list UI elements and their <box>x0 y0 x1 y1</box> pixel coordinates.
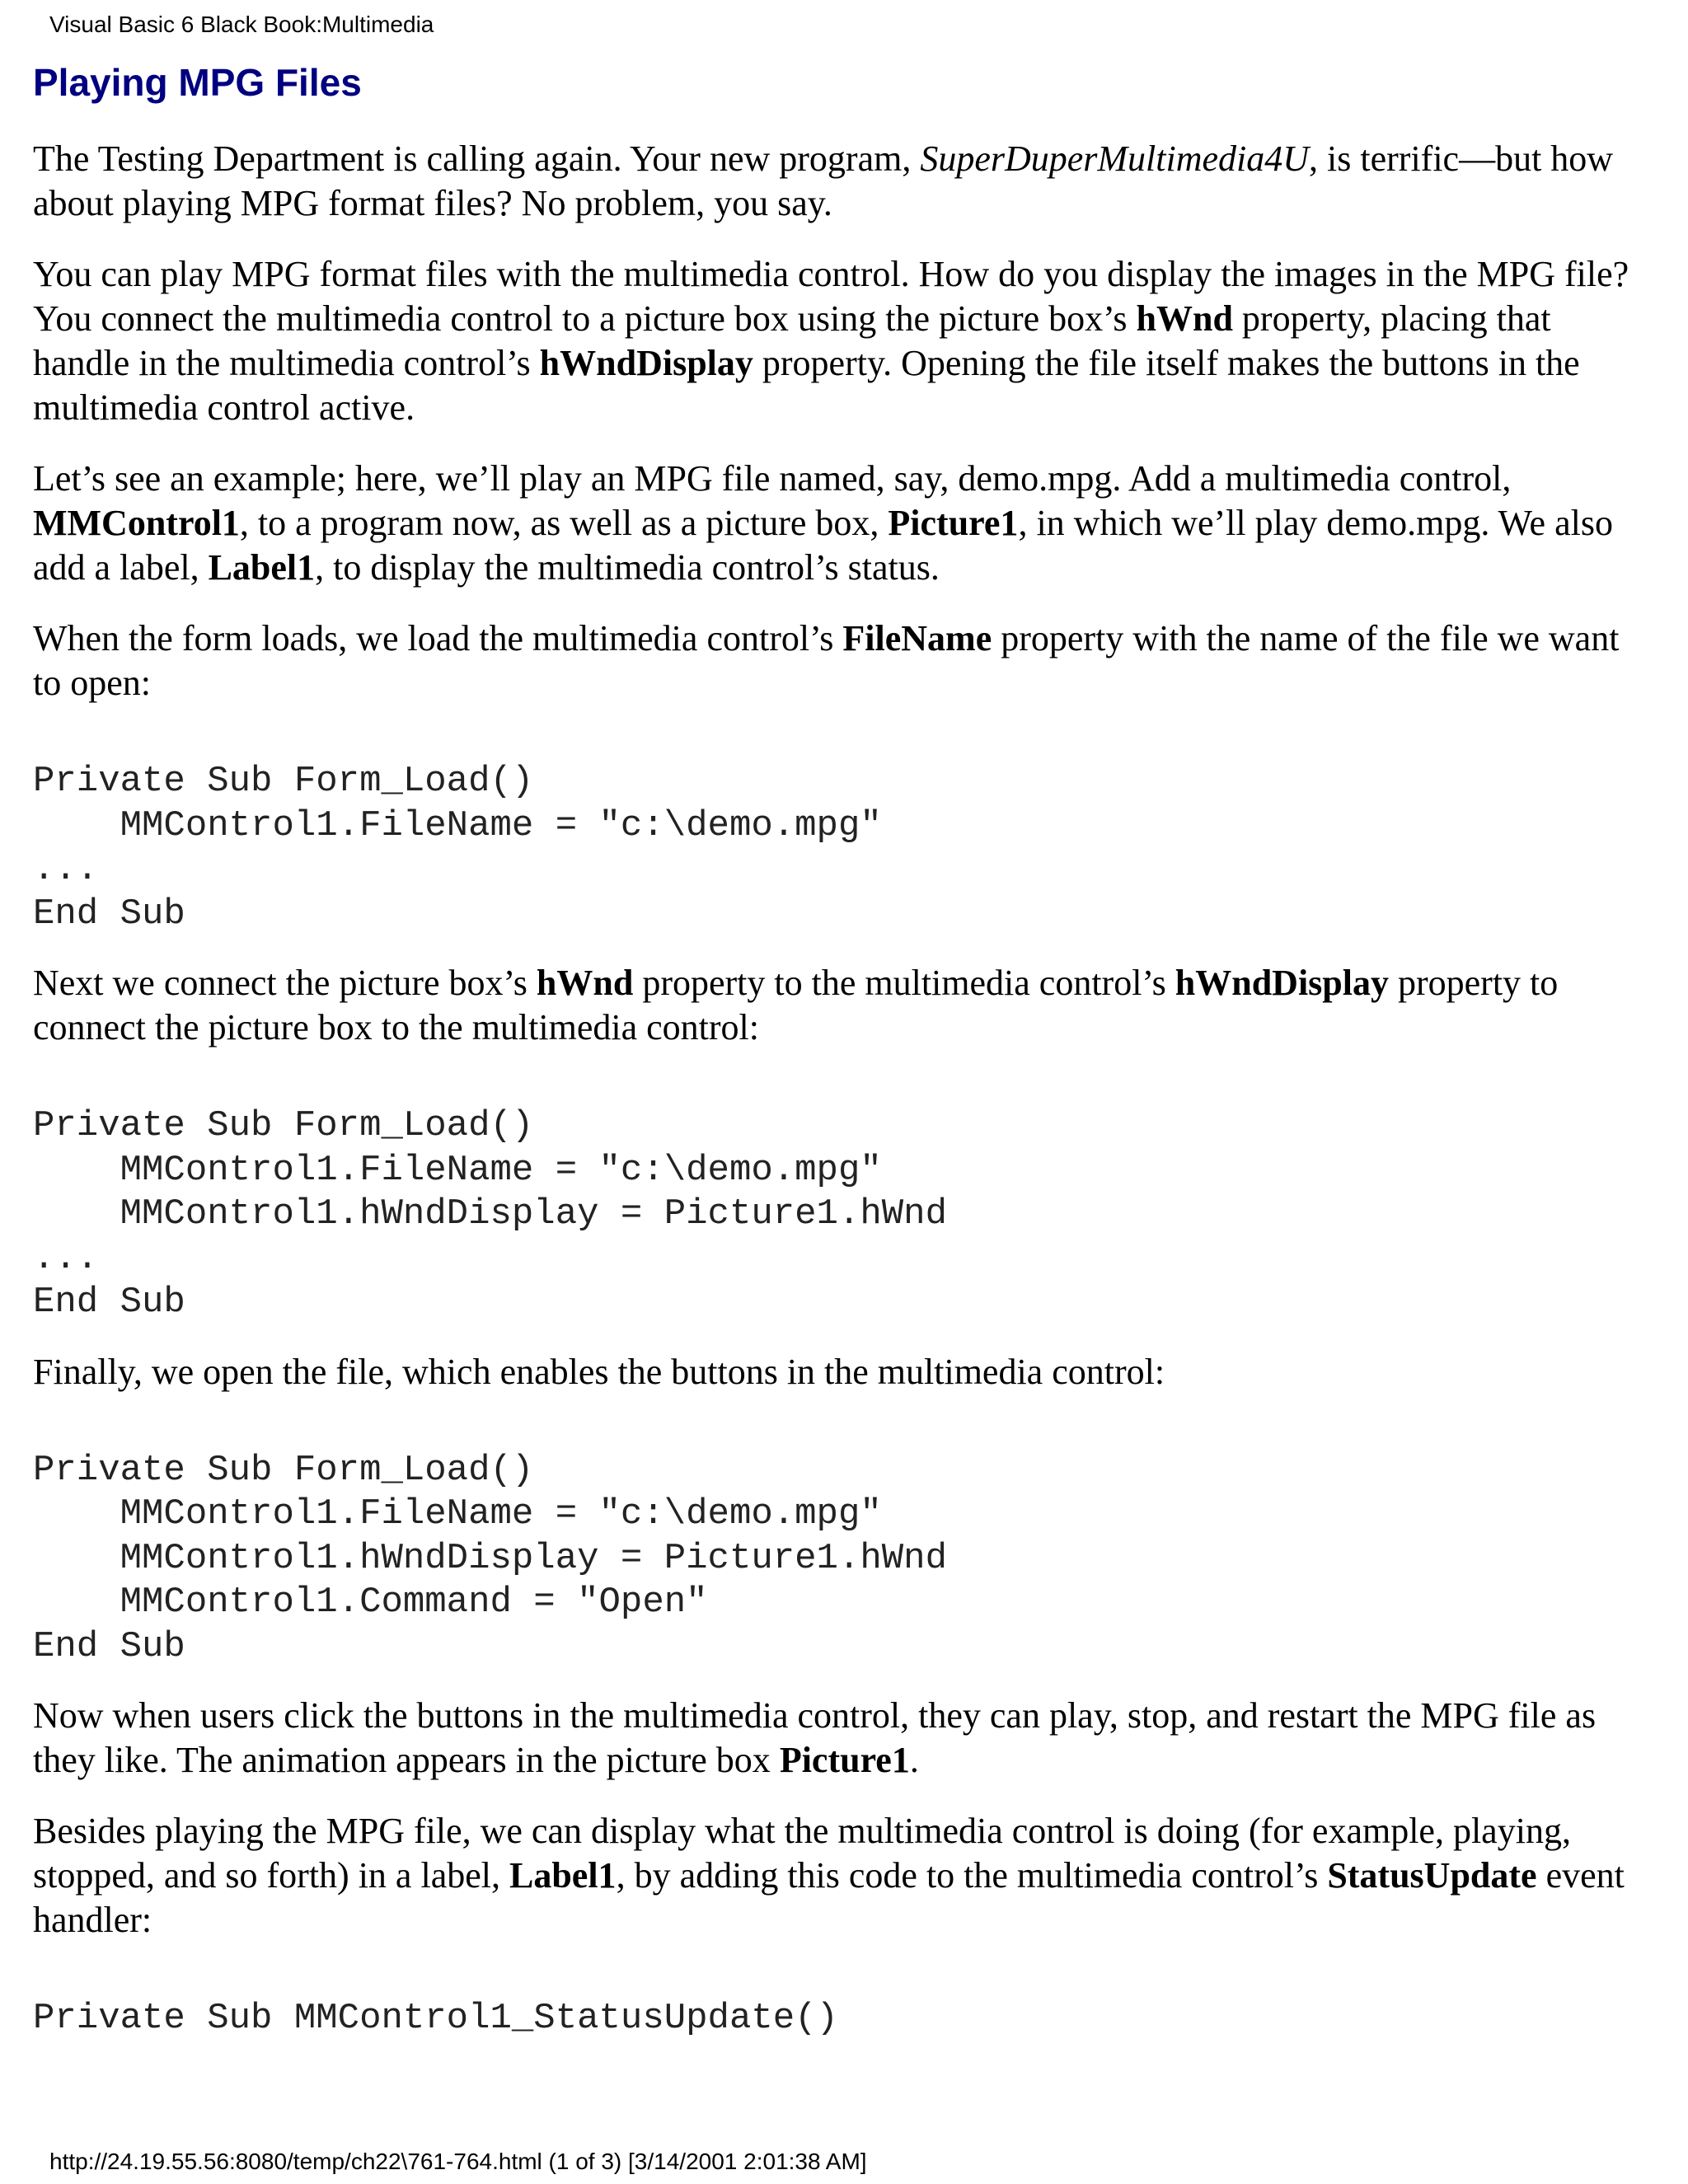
mpg-explanation-paragraph: You can play MPG format files with the multimedia control. How do you display the images in the MPG file? You connect the multimedia control to a picture box using the picture box’s hWnd property, placing that handle in the multimedia control’s hWndDisplay property. Opening the file itself makes the buttons in the multimedia control active. <box>33 254 1629 428</box>
program-name: SuperDuperMultimedia4U <box>920 138 1310 179</box>
page-footer-url: http://24.19.55.56:8080/temp/ch22\761-764.html (1 of 3) [3/14/2001 2:01:38 AM] <box>49 2149 867 2174</box>
code-block-status-update: Private Sub MMControl1_StatusUpdate() <box>33 1998 838 2039</box>
document-body <box>33 58 1655 2066</box>
example-setup-paragraph: Let’s see an example; here, we’ll play an MPG file named, say, demo.mpg. Add a multimedia control, MMControl1, to a program now, as well as a picture box, Picture1, in which we’ll play demo.mpg. We also add a label, Label1, to display the multimedia control’s status. <box>33 458 1613 588</box>
intro-paragraph: The Testing Department is calling again. Your new program, SuperDuperMultimedia4U, is terrific—but how about playing MPG format files? No problem, you say. <box>33 138 1614 223</box>
open-file-paragraph: Finally, we open the file, which enables the buttons in the multimedia control: <box>33 1351 1165 1392</box>
section-title: Playing MPG Files <box>33 61 362 104</box>
code-block-filename: Private Sub Form_Load() MMControl1.FileName = "c:\demo.mpg" ... End Sub <box>33 761 882 935</box>
code-block-hwnd-display: Private Sub Form_Load() MMControl1.FileName = "c:\demo.mpg" MMControl1.hWndDisplay = Picture1.hWnd ... End Sub <box>33 1105 947 1323</box>
playback-paragraph: Now when users click the buttons in the multimedia control, they can play, stop, and restart the MPG file as they like. The animation appears in the picture box Picture1. <box>33 1695 1597 1780</box>
page-header: Visual Basic 6 Black Book:Multimedia <box>49 12 434 37</box>
code-block-open-command: Private Sub Form_Load() MMControl1.FileName = "c:\demo.mpg" MMControl1.hWndDisplay = Picture1.hWnd MMControl1.Command = "Open" End Sub <box>33 1449 947 1667</box>
form-load-paragraph: When the form loads, we load the multimedia control’s FileName property with the name of the file we want to open: <box>33 618 1620 703</box>
connect-picture-paragraph: Next we connect the picture box’s hWnd property to the multimedia control’s hWndDisplay property to connect the picture box to the multimedia control: <box>33 963 1559 1047</box>
status-update-paragraph: Besides playing the MPG file, we can display what the multimedia control is doing (for example, playing, stopped, and so forth) in a label, Label1, by adding this code to the multimedia control’s StatusUpdate event handler: <box>33 1811 1625 1940</box>
